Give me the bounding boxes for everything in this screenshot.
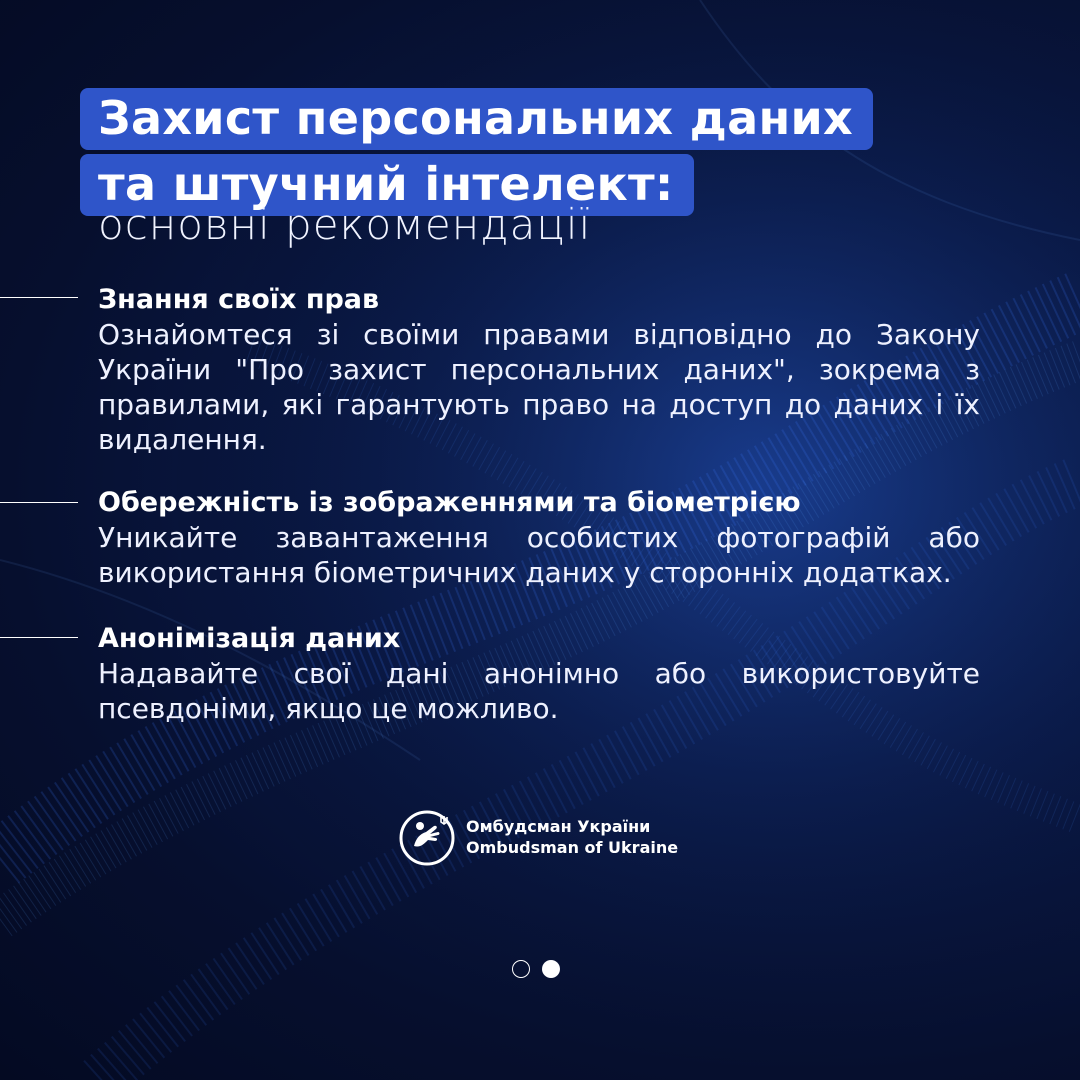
title-line-2: та штучний інтелект: — [80, 154, 694, 216]
logo-text — [466, 816, 678, 858]
section-know-rights — [98, 283, 980, 457]
ombudsman-hand-trident-icon — [398, 808, 456, 866]
section-text: Уникайте завантаження особистих фотографій або використання біометричних даних у сторонніх додатках. — [98, 521, 980, 589]
logo-name-en: Ombudsman of Ukraine — [466, 838, 679, 857]
carousel-dot-1[interactable] — [512, 960, 530, 978]
ombudsman-logo — [398, 808, 678, 866]
section-text: Ознайомтеся зі своїми правами відповідно до Закону України "Про захист персональних даних", зокрема з правилами, які гарантують право на доступ до даних і їх видалення. — [98, 318, 980, 456]
section-divider-3 — [0, 637, 78, 638]
section-heading: Анонімізація даних — [98, 623, 401, 654]
section-images-biometrics — [98, 486, 980, 590]
title-line-1: Захист персональних даних — [80, 88, 873, 150]
section-anonymization — [98, 622, 980, 726]
subtitle: основні рекомендації — [98, 200, 592, 249]
section-divider-1 — [0, 297, 78, 298]
section-text: Надавайте свої дані анонімно або використовуйте псевдоніми, якщо це можливо. — [98, 657, 980, 725]
section-divider-2 — [0, 502, 78, 503]
logo-name-uk: Омбудсман України — [466, 817, 651, 836]
section-heading: Знання своїх прав — [98, 284, 380, 315]
carousel-indicator — [512, 960, 560, 978]
section-heading: Обережність із зображеннями та біометрією — [98, 487, 801, 518]
carousel-dot-2[interactable] — [542, 960, 560, 978]
